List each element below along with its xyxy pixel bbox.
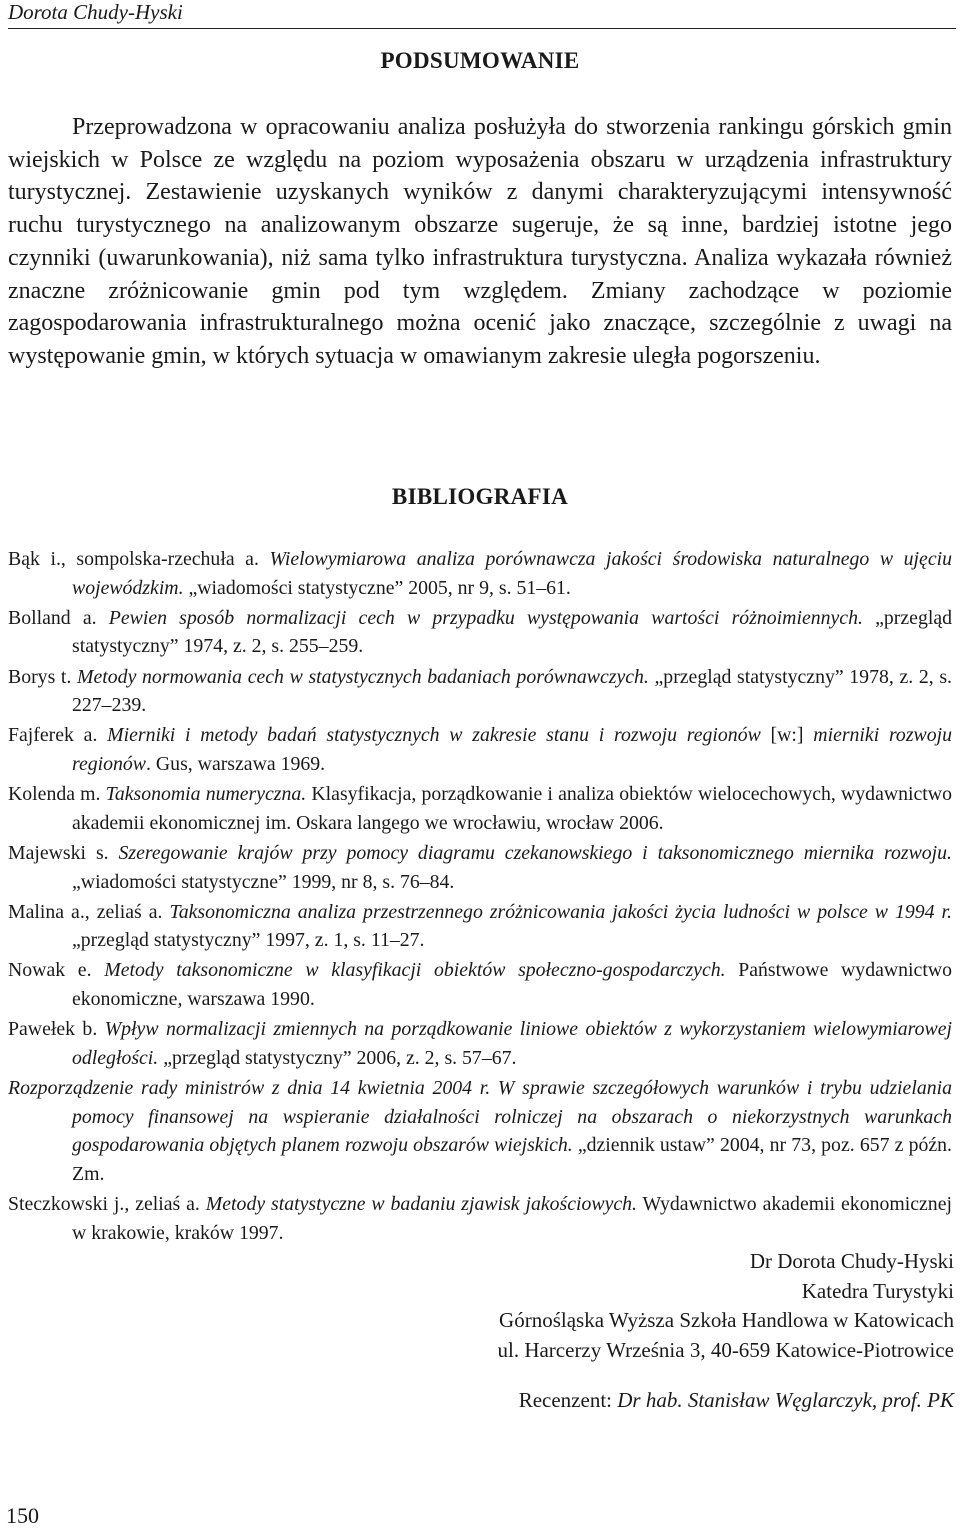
reviewer-name: Dr hab. Stanisław Węglarczyk, prof. PK [617, 1388, 954, 1412]
bibliography-list [8, 545, 952, 1249]
bibliography-entry: Bolland a. Pewien sposób normalizacji cech w przypadku występowania wartości różnoimiennych. „przegląd statystyczny” 1974, z. 2, s. 255–259. [8, 606, 952, 658]
author-department: Katedra Turystyki [801, 1278, 954, 1303]
summary-heading: PODSUMOWANIE [380, 48, 580, 73]
bibliography-entry: Kolenda m. Taksonomia numeryczna. Klasyfikacja, porządkowanie i analiza obiektów wielocechowych, wydawnictwo akademii ekonomicznej im. Oskara langego we wrocławiu, wrocław 2006. [8, 783, 952, 834]
bibliography-heading: BIBLIOGRAFIA [391, 484, 569, 509]
reviewer-line [354, 1388, 954, 1413]
summary-paragraph: Przeprowadzona w opracowaniu analiza posłużyła do stworzenia rankingu górskich gmin wiejskich w Polsce ze względu na poziom wyposażenia obszaru w urządzenia infrastruktury turystycznej. Zestawienie uzyskanych wyników z danymi charakteryzującymi intensywność ruchu turystycznego na analizowanym obszarze sugeruje, że są inne, bardziej istotne jego czynniki (uwarunkowania), niż sama tylko infrastruktura turystyczna. Analiza wykazała również znaczne zróżnicowanie gmin pod tym względem. Zmiany zachodzące w poziomie zagospodarowania infrastrukturalnego można ocenić jako znaczące, szczególnie z uwagi na występowanie gmin, w których sytuacja w omawianym zakresie uległa pogorszeniu. [8, 114, 952, 369]
bibliography-entry: Steczkowski j., zeliaś a. Metody statystyczne w badaniu zjawisk jakościowych. Wydawnictwo akademii ekonomicznej w krakowie, kraków 1997. [8, 1193, 952, 1244]
bibliography-entry: Fajferek a. Mierniki i metody badań statystycznych w zakresie stanu i rozwoju regionów [w:] mierniki rozwoju regionów. Gus, warszawa 1969. [8, 724, 952, 775]
bibliography-entry: Borys t. Metody normowania cech w statystycznych badaniach porównawczych. „przegląd statystyczny” 1978, z. 2, s. 227–239. [8, 665, 952, 717]
bibliography-entry: Majewski s. Szeregowanie krajów przy pomocy diagramu czekanowskiego i taksonomicznego miernika rozwoju. „wiadomości statystyczne” 1999, nr 8, s. 76–84. [8, 841, 952, 893]
page-number: 150 [6, 1503, 39, 1528]
running-head: Dorota Chudy-Hyski [8, 0, 956, 29]
author-address: ul. Harcerzy Września 3, 40-659 Katowice-Piotrowice [497, 1337, 954, 1362]
author-affiliation [354, 1247, 954, 1365]
bibliography-entry: Rozporządzenie rady ministrów z dnia 14 kwietnia 2004 r. W sprawie szczegółowych warunków i trybu udzielania pomocy finansowej na wspieranie działalności rolniczej na obszarach o niekorzystnych warunkach gospodarowania objętych planem rozwoju obszarów wiejskich. „dziennik ustaw” 2004, nr 73, poz. 657 z późn. Zm. [8, 1077, 952, 1185]
author-name: Dr Dorota Chudy-Hyski [749, 1249, 954, 1273]
bibliography-entry: Malina a., zeliaś a. Taksonomiczna analiza przestrzennego zróżnicowania jakości życia ludności w polsce w 1994 r. „przegląd statystyczny” 1997, z. 1, s. 11–27. [8, 900, 952, 952]
bibliography-entry: Pawełek b. Wpływ normalizacji zmiennych na porządkowanie liniowe obiektów z wykorzystaniem wielowymiarowej odległości. „przegląd statystyczny” 2006, z. 2, s. 57–67. [8, 1018, 952, 1069]
bibliography-entry: Bąk i., sompolska-rzechuła a. Wielowymiarowa analiza porównawcza jakości środowiska naturalnego w ujęciu wojewódzkim. „wiadomości statystyczne” 2005, nr 9, s. 51–61. [8, 548, 952, 599]
author-school: Górnośląska Wyższa Szkoła Handlowa w Katowicach [499, 1308, 954, 1332]
reviewer-label: Recenzent: [518, 1388, 618, 1412]
bibliography-entry: Nowak e. Metody taksonomiczne w klasyfikacji obiektów społeczno-gospodarczych. Państwowe wydawnictwo ekonomiczne, warszawa 1990. [8, 959, 952, 1011]
